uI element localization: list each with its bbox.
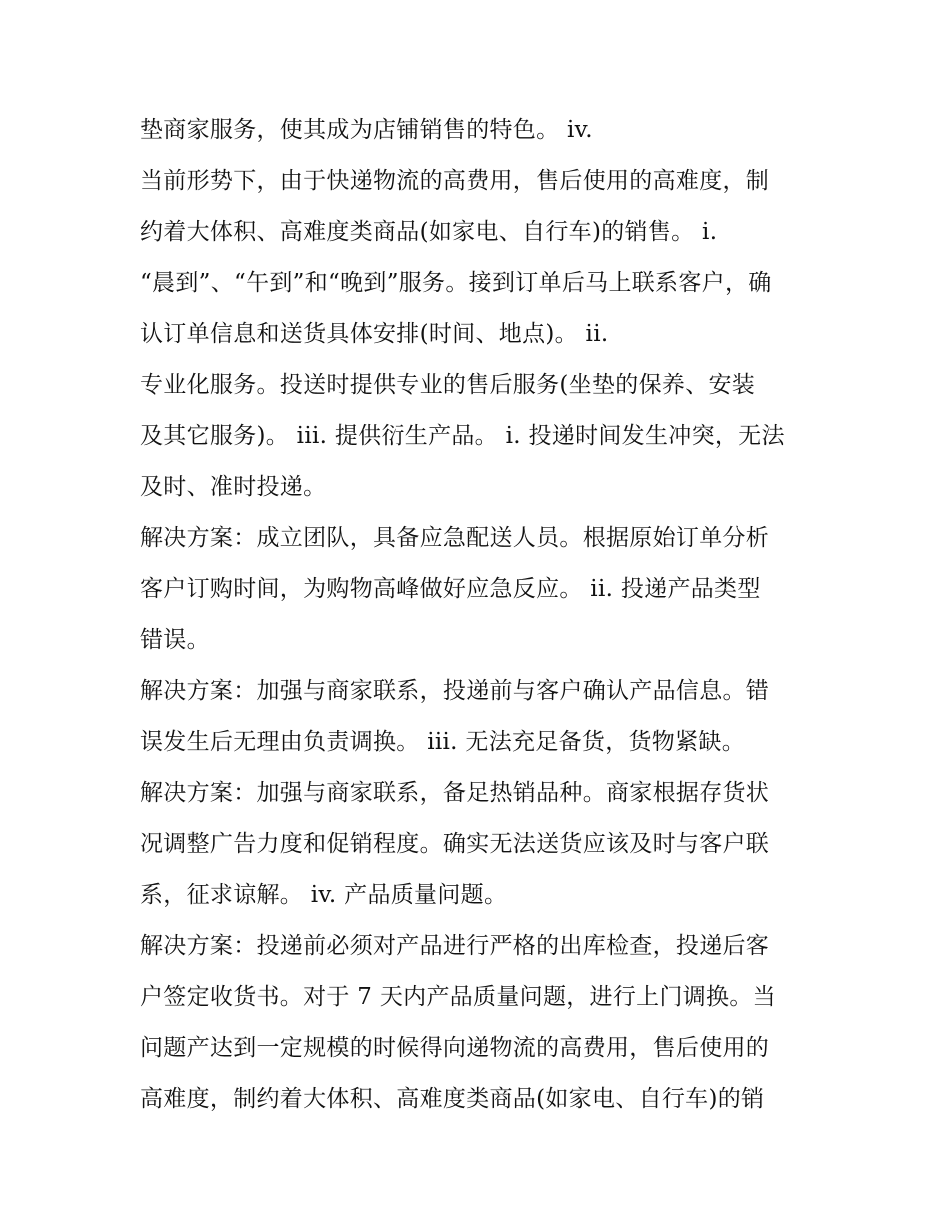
text-line-3: 约着大体积、高难度类商品(如家电、自行车)的销售。 i.	[140, 219, 718, 245]
text-line-9: 解决方案：成立团队，具备应急配送人员。根据原始订单分析	[140, 525, 770, 551]
text-line-2: 当前形势下，由于快递物流的高费用，售后使用的高难度，制	[140, 168, 770, 194]
text-line-13: 误发生后无理由负责调换。 iii. 无法充足备货，货物紧缺。	[140, 729, 746, 755]
text-line-20: 高难度，制约着大体积、高难度类商品(如家电、自行车)的销	[140, 1086, 765, 1112]
text-line-19: 问题产达到一定规模的时候得向递物流的高费用，售后使用的	[140, 1035, 770, 1061]
text-line-16: 系，征求谅解。 iv. 产品质量问题。	[140, 882, 508, 908]
text-line-7: 及其它服务)。 iii. 提供衍生产品。 i. 投递时间发生冲突，无法	[140, 423, 785, 449]
text-line-12: 解决方案：加强与商家联系，投递前与客户确认产品信息。错	[140, 678, 770, 704]
document-body	[140, 105, 820, 1125]
text-line-4: “晨到”、“午到”和“晚到”服务。接到订单后马上联系客户，确	[140, 270, 772, 296]
text-line-11: 错误。	[140, 627, 210, 653]
text-line-8: 及时、准时投递。	[140, 474, 327, 500]
text-line-6: 专业化服务。投送时提供专业的售后服务(坐垫的保养、安装	[140, 372, 756, 398]
text-line-1: 垫商家服务，使其成为店铺销售的特色。 iv.	[140, 117, 593, 143]
text-line-14: 解决方案：加强与商家联系，备足热销品种。商家根据存货状	[140, 780, 770, 806]
text-line-15: 况调整广告力度和促销程度。确实无法送货应该及时与客户联	[140, 831, 770, 857]
text-line-10: 客户订购时间，为购物高峰做好应急反应。 ii. 投递产品类型	[140, 576, 761, 602]
text-line-18: 户签定收货书。对于 7 天内产品质量问题，进行上门调换。当	[140, 984, 776, 1010]
text-line-17: 解决方案：投递前必须对产品进行严格的出库检查，投递后客	[140, 933, 770, 959]
text-line-5: 认订单信息和送货具体安排(时间、地点)。 ii.	[140, 321, 609, 347]
